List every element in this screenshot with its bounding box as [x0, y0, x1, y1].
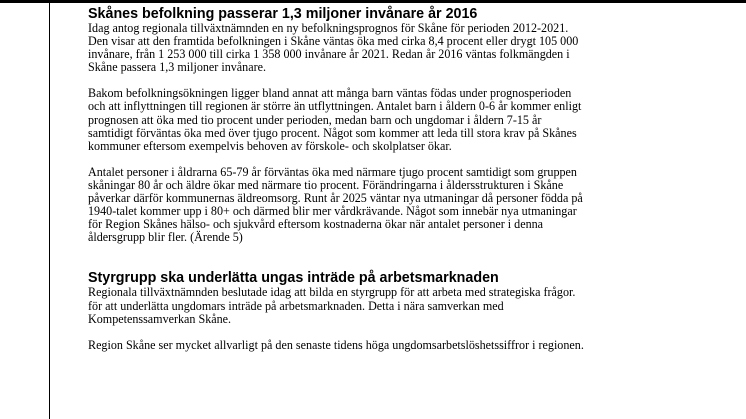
left-margin-line — [49, 0, 50, 419]
text-line: Antalet personer i åldrarna 65-79 år förväntas öka med närmare tjugo procent samtidigt som gruppen — [88, 164, 577, 179]
text-line: för att underlätta ungdomars inträde på arbetsmarknaden. Detta i nära samverkan med — [88, 298, 504, 313]
text-line: Skåne passera 1,3 miljoner invånare. — [88, 60, 266, 75]
text-line: samtidigt förväntas öka med över tjugo procent. Något som kommer att leda till stora krav på Skånes — [88, 125, 577, 140]
article-population-forecast — [88, 6, 668, 244]
text-line: invånare, från 1 253 000 till cirka 1 358 000 invånare år 2021. Redan år 2016 väntas folkmängden i — [88, 47, 570, 62]
text-line: åldersgrupp blir fler. (Ärende 5) — [88, 230, 243, 245]
text-line: Bakom befolkningsökningen ligger bland annat att många barn väntas födas under prognosperioden — [88, 86, 572, 101]
article-paragraph — [88, 87, 668, 152]
text-line: 1940-talet kommer upp i 80+ och därmed blir mer vårdkrävande. Något som innebär nya utmaningar — [88, 204, 577, 219]
text-line: Kompetenssamverkan Skåne. — [88, 311, 232, 326]
text-line: påverkar därför kommunernas äldreomsorg. Runt år 2025 väntar nya utmaningar då personer födda på — [88, 191, 583, 206]
article-paragraph — [88, 22, 668, 74]
text-line: Region Skåne ser mycket allvarligt på den senaste tidens höga ungdomsarbetslöshetssiffror i regionen. — [88, 337, 584, 352]
text-line: Regionala tillväxtnämnden beslutade idag att bilda en styrgrupp för att arbeta med strategiska frågor. — [88, 285, 576, 300]
document-body — [88, 6, 668, 352]
article-paragraph — [88, 166, 668, 245]
text-line: Den visar att den framtida befolkningen i Skåne väntas öka med cirka 8,4 procent eller drygt 105 000 — [88, 34, 579, 49]
article-youth-employment — [88, 270, 668, 351]
text-line: prognosen att öka med tio procent under perioden, medan barn och ungdomar i åldern 7-15 år — [88, 112, 542, 127]
text-line: kommuner eftersom exempelvis behoven av förskole- och skolplatser ökar. — [88, 138, 452, 153]
text-line: skåningar 80 år och äldre ökar med närmare tio procent. Förändringarna i åldersstrukturen i Skåne — [88, 177, 564, 192]
text-line: Idag antog regionala tillväxtnämnden en ny befolkningsprognos för Skåne för perioden 2012-2021. — [88, 21, 569, 35]
article-paragraph — [88, 339, 668, 352]
article-paragraph — [88, 286, 668, 325]
text-line: och att inflyttningen till regionen är större än utflyttningen. Antalet barn i åldern 0-6 år kommer enligt — [88, 99, 582, 114]
article-heading: Styrgrupp ska underlätta ungas inträde på arbetsmarknaden — [88, 270, 499, 287]
top-border-line — [0, 0, 746, 3]
text-line: för Region Skånes hälso- och sjukvård eftersom kostnaderna ökar när antalet personer i denna — [88, 217, 544, 232]
article-heading: Skånes befolkning passerar 1,3 miljoner invånare år 2016 — [88, 6, 478, 22]
